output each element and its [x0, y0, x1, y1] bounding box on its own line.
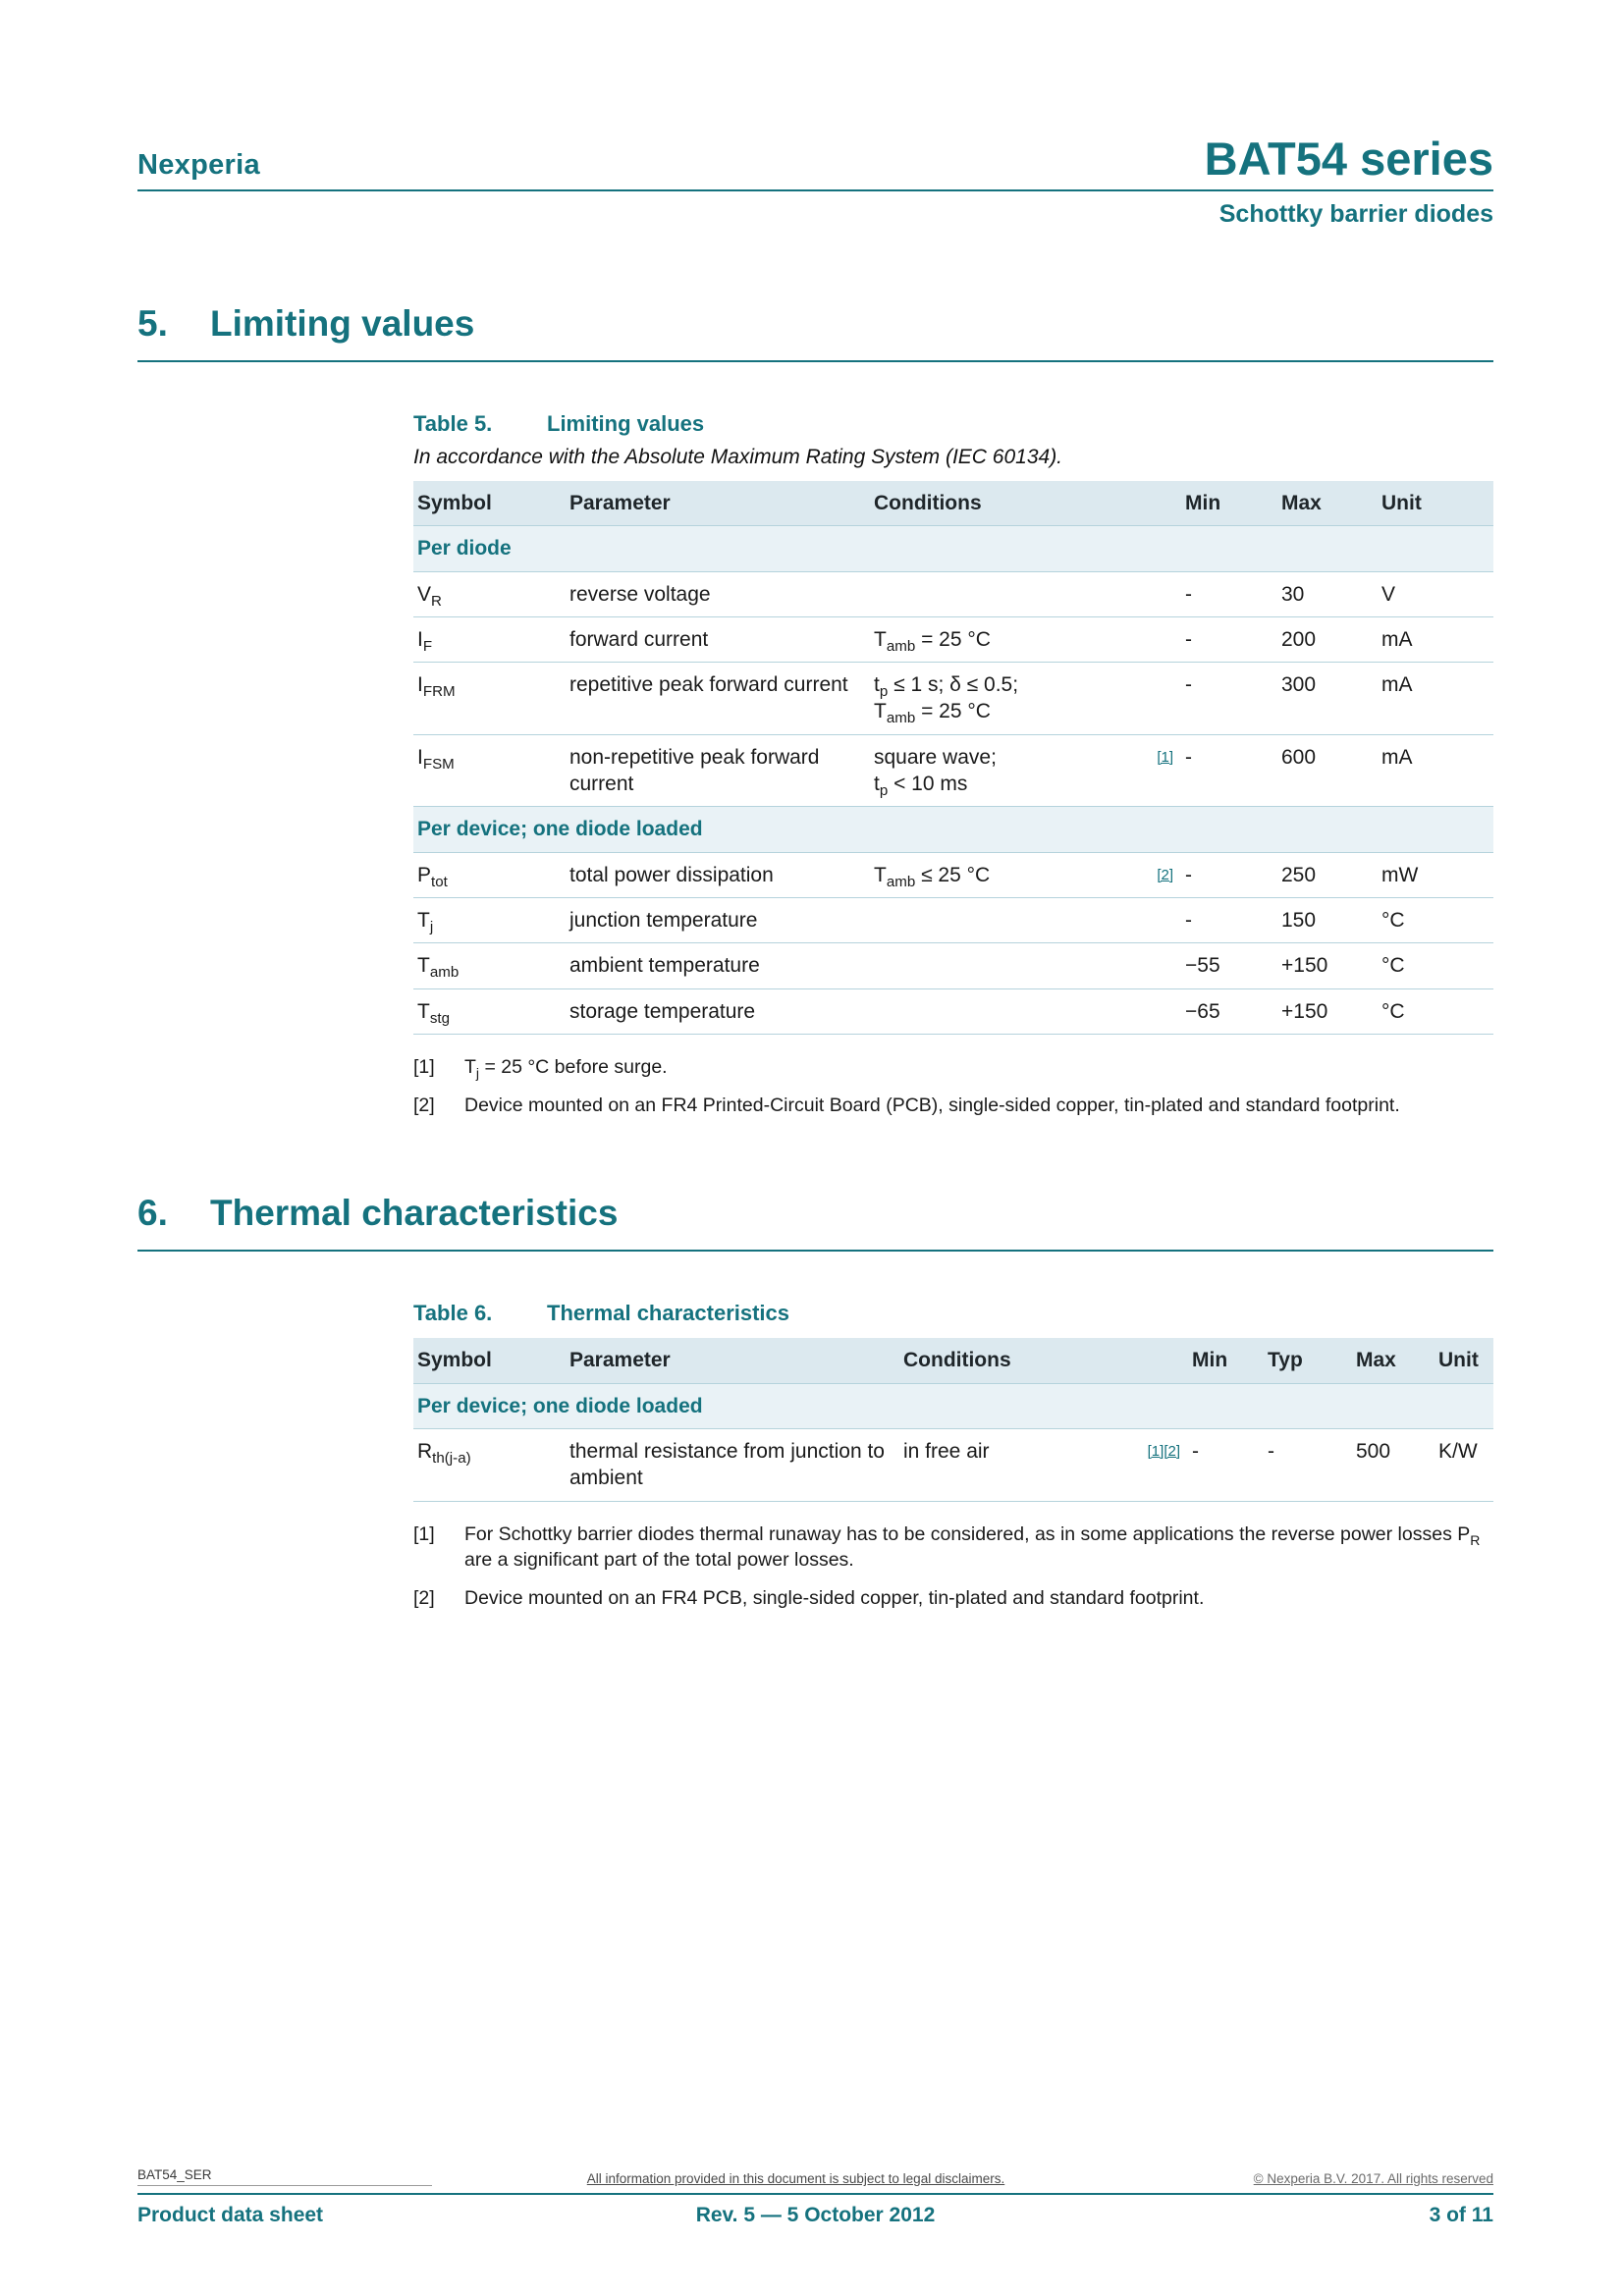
cell-max: 500 [1352, 1429, 1435, 1502]
cell-max: 250 [1277, 852, 1378, 897]
col-header-parameter: Parameter [566, 1338, 899, 1383]
thermal-characteristics-table [413, 1338, 1493, 1501]
cell-unit: mA [1378, 616, 1493, 662]
cell-typ: - [1264, 1429, 1352, 1502]
table-row [413, 734, 1493, 807]
doc-title: BAT54 series [1204, 133, 1493, 185]
footer-main-row [137, 2195, 1493, 2227]
cell-symbol: $I_F$ [413, 616, 566, 662]
table-note: In accordance with the Absolute Maximum Rating System (IEC 60134). [413, 446, 1063, 468]
cell-unit: mA [1378, 663, 1493, 735]
table-title: Thermal characteristics [547, 1301, 790, 1326]
page-header [137, 135, 1493, 229]
cell-parameter: forward current [566, 616, 870, 662]
cell-symbol: $P_{tot}$ [413, 852, 566, 897]
cell-max: 200 [1277, 616, 1378, 662]
footnote [413, 1093, 1493, 1118]
cell-unit: °C [1378, 897, 1493, 942]
cell-parameter: thermal resistance from junction to ambient [566, 1429, 899, 1502]
cell-parameter: junction temperature [566, 897, 870, 942]
cell-unit: mA [1378, 734, 1493, 807]
footer-meta-row [137, 2167, 1493, 2193]
cell-symbol: $R_{th(j-a)}$ [413, 1429, 566, 1502]
cell-max: 30 [1277, 571, 1378, 616]
cell-parameter: repetitive peak forward current [566, 663, 870, 735]
footnote [413, 1054, 1493, 1080]
page-footer [137, 2167, 1493, 2227]
cell-conditions: in free air [899, 1429, 1123, 1502]
copyright-notice: © Nexperia B.V. 2017. All rights reserved [1253, 2171, 1493, 2186]
brand-logo: Nexperia [137, 149, 260, 181]
group-header-label: Per device; one diode loaded [413, 1383, 1493, 1428]
section-content [413, 1301, 1493, 1611]
table-row [413, 897, 1493, 942]
table-row [413, 943, 1493, 988]
cell-min: −55 [1181, 943, 1277, 988]
col-header-symbol: Symbol [413, 1338, 566, 1383]
col-header-conditions: Conditions [899, 1338, 1188, 1383]
footnote-marker: [2] [413, 1587, 435, 1610]
cell-unit: °C [1378, 988, 1493, 1034]
footnote-ref-link[interactable]: [1][2] [1147, 1443, 1180, 1461]
section-limiting-values [137, 303, 1493, 1118]
col-header-parameter: Parameter [566, 481, 870, 526]
doc-id: BAT54_SER [137, 2167, 432, 2186]
header-top [137, 135, 1493, 191]
cell-max: +150 [1277, 988, 1378, 1034]
footnote-ref-link[interactable]: [2] [1157, 866, 1173, 883]
table-row [413, 988, 1493, 1034]
cell-max: +150 [1277, 943, 1378, 988]
col-header-unit: Unit [1378, 481, 1493, 526]
group-header-label: Per diode [413, 526, 1493, 571]
cell-min: - [1188, 1429, 1264, 1502]
cell-footnote-ref [1137, 852, 1181, 897]
cell-symbol: $T_j$ [413, 897, 566, 942]
cell-parameter: non-repetitive peak forward current [566, 734, 870, 807]
section-title: Thermal characteristics [210, 1193, 619, 1234]
footnote [413, 1585, 1493, 1611]
col-header-typ: Typ [1264, 1338, 1352, 1383]
legal-disclaimer-link[interactable]: All information provided in this document is subject to legal disclaimers. [586, 2171, 1005, 2186]
section-number: 5. [137, 303, 168, 344]
footnote-marker: [2] [413, 1095, 435, 1117]
revision-date: Rev. 5 — 5 October 2012 [695, 2204, 936, 2226]
cell-unit: K/W [1435, 1429, 1493, 1502]
cell-min: - [1181, 897, 1277, 942]
cell-unit: mW [1378, 852, 1493, 897]
cell-footnote-ref [1137, 943, 1181, 988]
col-header-symbol: Symbol [413, 481, 566, 526]
doc-subtitle: Schottky barrier diodes [1218, 200, 1493, 228]
group-header-row [413, 807, 1493, 852]
cell-min: - [1181, 734, 1277, 807]
cell-footnote-ref [1137, 734, 1181, 807]
table-row [413, 663, 1493, 735]
cell-unit: V [1378, 571, 1493, 616]
footnote-marker: [1] [413, 1055, 435, 1078]
cell-max: 300 [1277, 663, 1378, 735]
cell-conditions [870, 943, 1137, 988]
cell-parameter: storage temperature [566, 988, 870, 1034]
cell-symbol: $V_R$ [413, 571, 566, 616]
footnote-text: Device mounted on an FR4 Printed-Circuit Board (PCB), single-sided copper, tin-plated and standard footprint. [464, 1095, 1400, 1117]
table-footnotes [413, 1054, 1493, 1119]
cell-conditions [870, 897, 1137, 942]
cell-symbol: $T_{stg}$ [413, 988, 566, 1034]
cell-conditions: square wave; $t_p < 10$ ms [870, 734, 1137, 807]
cell-conditions [870, 571, 1137, 616]
footnote-ref-link[interactable]: [1] [1157, 748, 1173, 766]
table-header-row [413, 1338, 1493, 1383]
table-caption [413, 411, 1493, 437]
table-row [413, 1429, 1493, 1502]
cell-min: −65 [1181, 988, 1277, 1034]
cell-max: 600 [1277, 734, 1378, 807]
section-number: 6. [137, 1193, 168, 1234]
col-header-min: Min [1181, 481, 1277, 526]
group-header-label: Per device; one diode loaded [413, 807, 1493, 852]
cell-symbol: $I_{FRM}$ [413, 663, 566, 735]
footnote-text: $T_j = 25$ °C before surge. [464, 1055, 668, 1081]
cell-footnote-ref [1137, 663, 1181, 735]
col-header-min: Min [1188, 1338, 1264, 1383]
cell-footnote-ref [1137, 571, 1181, 616]
table-caption [413, 1301, 1493, 1326]
cell-conditions: $T_{amb} \le 25$ °C [870, 852, 1137, 897]
cell-symbol: $I_{FSM}$ [413, 734, 566, 807]
cell-parameter: ambient temperature [566, 943, 870, 988]
col-header-conditions: Conditions [870, 481, 1181, 526]
cell-conditions: $t_p \le 1$ s; δ ≤ 0.5; $T_{amb} = 25$ °C [870, 663, 1137, 735]
cell-conditions: $T_{amb} = 25$ °C [870, 616, 1137, 662]
section-thermal-characteristics [137, 1193, 1493, 1611]
col-header-unit: Unit [1435, 1338, 1493, 1383]
cell-max: 150 [1277, 897, 1378, 942]
section-heading [137, 303, 1493, 362]
cell-footnote-ref [1137, 988, 1181, 1034]
table-header-row [413, 481, 1493, 526]
table-row [413, 571, 1493, 616]
table-row [413, 852, 1493, 897]
section-heading [137, 1193, 1493, 1252]
table-footnotes [413, 1522, 1493, 1612]
cell-footnote-ref [1137, 897, 1181, 942]
group-header-row [413, 1383, 1493, 1428]
group-header-row [413, 526, 1493, 571]
footnote-text: Device mounted on an FR4 PCB, single-sided copper, tin-plated and standard footprint. [464, 1587, 1205, 1610]
col-header-max: Max [1352, 1338, 1435, 1383]
table-title: Limiting values [547, 411, 705, 436]
cell-footnote-ref [1123, 1429, 1188, 1502]
page-number: 3 of 11 [1429, 2204, 1493, 2226]
cell-parameter: reverse voltage [566, 571, 870, 616]
footnote-text: For Schottky barrier diodes thermal runaway has to be considered, as in some applications the reverse power losses $P_R$ are a significant part of the total power losses. [464, 1522, 1481, 1571]
cell-min: - [1181, 616, 1277, 662]
footnote-marker: [1] [413, 1522, 435, 1545]
cell-symbol: $T_{amb}$ [413, 943, 566, 988]
cell-unit: °C [1378, 943, 1493, 988]
section-content [413, 411, 1493, 1118]
table-label: Table 5. [413, 411, 493, 436]
table-label: Table 6. [413, 1301, 493, 1326]
cell-parameter: total power dissipation [566, 852, 870, 897]
limiting-values-table [413, 481, 1493, 1035]
cell-conditions [870, 988, 1137, 1034]
col-header-max: Max [1277, 481, 1378, 526]
cell-min: - [1181, 571, 1277, 616]
footnote [413, 1522, 1493, 1574]
cell-min: - [1181, 663, 1277, 735]
doc-type: Product data sheet [137, 2204, 324, 2226]
table-row [413, 616, 1493, 662]
section-title: Limiting values [210, 303, 475, 344]
cell-min: - [1181, 852, 1277, 897]
cell-footnote-ref [1137, 616, 1181, 662]
